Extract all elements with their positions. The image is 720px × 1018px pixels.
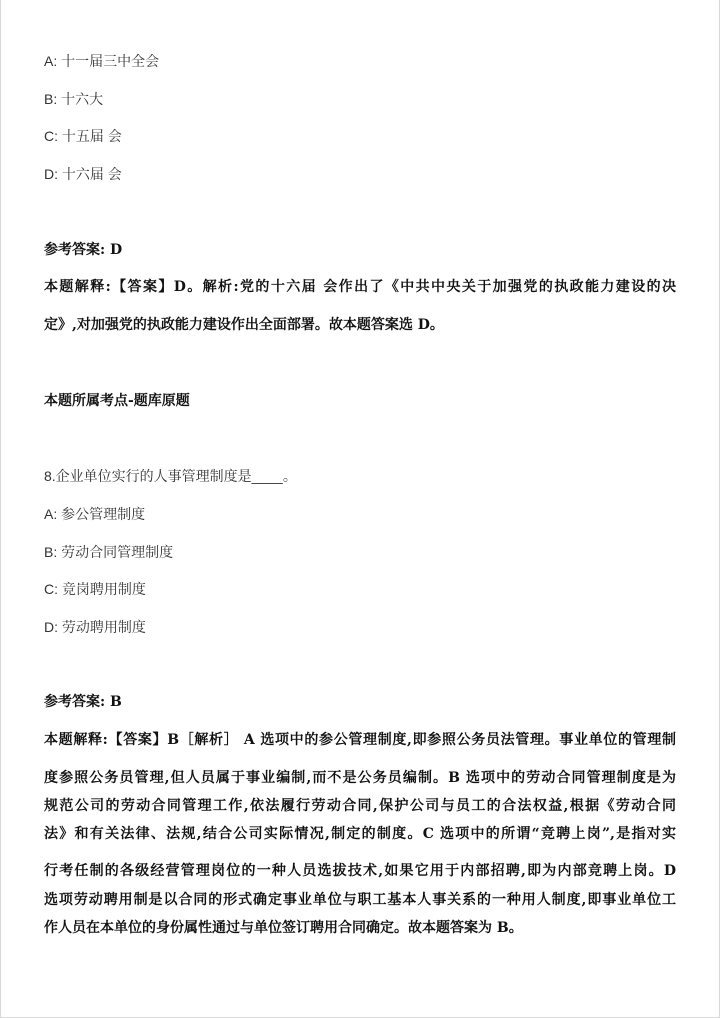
q8-option-c: C: 竞岗聘用制度 <box>44 581 146 597</box>
q8-explanation-line-5: 行考任制的各级经营管理岗位的一种人员选拔技术,如果它用于内部招聘,即为内部竞聘上岗。D <box>44 863 676 879</box>
q7-option-d: D: 十六届 会 <box>44 166 122 182</box>
q8-explanation-line-7: 作人员在本单位的身份属性通过与单位签订聘用合同确定。故本题答案为 B。 <box>44 920 523 936</box>
q8-explanation-line-4: 法》和有关法律、法规,结合公司实际情况,制定的制度。C 选项中的所谓“竞聘上岗”,是指对实 <box>44 826 676 842</box>
q7-option-b: B: 十六大 <box>44 91 104 107</box>
q8-explanation-line-1: 本题解释:【答案】B［解析］ A 选项中的参公管理制度,即参照公务员法管理。事业单位的管理制 <box>44 732 676 748</box>
q8-question: 8.企业单位实行的人事管理制度是____。 <box>44 468 297 484</box>
q8-explanation-line-2: 度参照公务员管理,但人员属于事业编制,而不是公务员编制。B 选项中的劳动合同管理制度是为 <box>44 770 676 786</box>
q8-option-d: D: 劳动聘用制度 <box>44 619 146 635</box>
q8-explanation-line-6: 选项劳动聘用制是以合同的形式确定事业单位与职工基本人事关系的一种用人制度,即事业单位工 <box>44 892 676 908</box>
q8-answer: 参考答案: B <box>44 694 122 710</box>
q7-option-a: A: 十一届三中全会 <box>44 53 160 69</box>
q7-explanation-line-1: 本题解释:【答案】D。解析:党的十六届 会作出了《中共中央关于加强党的执政能力建设的决 <box>44 279 676 295</box>
q8-option-a: A: 参公管理制度 <box>44 506 146 522</box>
q7-answer: 参考答案: D <box>44 242 123 258</box>
q8-option-b: B: 劳动合同管理制度 <box>44 544 174 560</box>
q8-explanation-line-3: 规范公司的劳动合同管理工作,依法履行劳动合同,保护公司与员工的合法权益,根据《劳动合同 <box>44 798 676 814</box>
q7-topic: 本题所属考点-题库原题 <box>44 393 190 409</box>
q7-explanation-line-2: 定》,对加强党的执政能力建设作出全面部署。故本题答案选 D。 <box>44 317 444 333</box>
q7-option-c: C: 十五届 会 <box>44 128 122 144</box>
